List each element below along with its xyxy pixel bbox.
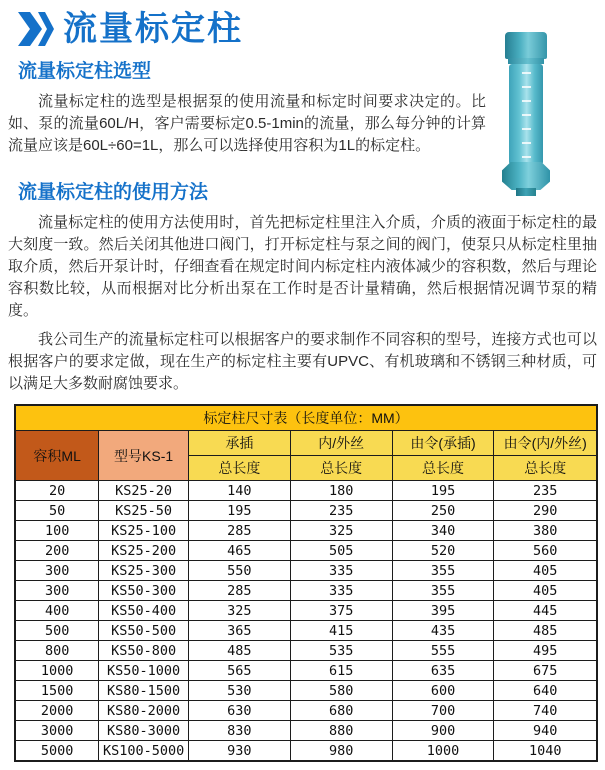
col-header-volume: 容积ML: [15, 431, 99, 481]
column-cap: [505, 32, 547, 59]
table-cell: 180: [290, 481, 392, 501]
table-row: [15, 521, 597, 541]
table-row: [15, 561, 597, 581]
table-cell: 325: [290, 521, 392, 541]
table-cell: 380: [494, 521, 597, 541]
table-cell: 555: [392, 641, 494, 661]
table-cell: 400: [15, 601, 99, 621]
table-cell: 1000: [15, 661, 99, 681]
table-cell: KS80-3000: [99, 721, 189, 741]
table-cell: 1000: [392, 741, 494, 762]
table-cell: 300: [15, 581, 99, 601]
table-cell: 630: [188, 701, 290, 721]
table-cell: KS50-300: [99, 581, 189, 601]
table-cell: KS25-200: [99, 541, 189, 561]
table-row: [15, 541, 597, 561]
table-cell: 100: [15, 521, 99, 541]
table-cell: 415: [290, 621, 392, 641]
paragraph-selection: 流量标定柱的选型是根据泵的使用流量和标定时间要求决定的。比如、泵的流量60L/H，客户需要标定0.5-1min的流量，那么每分钟的计算流量应该是60L÷60=1L，那么可以选择使用容积为1L的标定柱。: [8, 93, 486, 154]
table-cell: KS50-1000: [99, 661, 189, 681]
table-cell: 300: [15, 561, 99, 581]
table-cell: KS25-50: [99, 501, 189, 521]
table-cell: 355: [392, 561, 494, 581]
page-title: 流量标定柱: [63, 10, 243, 48]
spec-table-container: [14, 404, 598, 762]
double-chevron-icon: [16, 12, 54, 46]
table-cell: 485: [494, 621, 597, 641]
table-cell: 550: [188, 561, 290, 581]
table-cell: 600: [392, 681, 494, 701]
table-cell: KS50-500: [99, 621, 189, 641]
product-photo-calibration-column: [499, 32, 553, 196]
table-cell: 830: [188, 721, 290, 741]
table-cell: KS80-2000: [99, 701, 189, 721]
table-cell: 505: [290, 541, 392, 561]
table-cell: 285: [188, 581, 290, 601]
table-cell: 340: [392, 521, 494, 541]
table-cell: 500: [15, 621, 99, 641]
table-cell: 1040: [494, 741, 597, 762]
table-cell: 800: [15, 641, 99, 661]
table-row: [15, 501, 597, 521]
col-header-thread: 内/外丝: [290, 431, 392, 456]
table-cell: 680: [290, 701, 392, 721]
table-cell: 535: [290, 641, 392, 661]
table-row: [15, 581, 597, 601]
table-row: [15, 481, 597, 501]
table-cell: 640: [494, 681, 597, 701]
table-cell: 235: [290, 501, 392, 521]
table-cell: 940: [494, 721, 597, 741]
table-cell: 1500: [15, 681, 99, 701]
table-cell: 930: [188, 741, 290, 762]
spec-table: [14, 404, 598, 762]
table-cell: 580: [290, 681, 392, 701]
table-cell: KS25-100: [99, 521, 189, 541]
table-row: [15, 741, 597, 762]
table-cell: 50: [15, 501, 99, 521]
column-scale-ticks: [522, 72, 531, 158]
table-cell: 335: [290, 581, 392, 601]
table-row: [15, 661, 597, 681]
table-cell: 900: [392, 721, 494, 741]
table-cell: 5000: [15, 741, 99, 762]
table-row: [15, 641, 597, 661]
table-cell: 365: [188, 621, 290, 641]
subheader-total-length: 总长度: [290, 456, 392, 481]
table-cell: 520: [392, 541, 494, 561]
table-row: [15, 621, 597, 641]
table-row: [15, 681, 597, 701]
table-cell: 335: [290, 561, 392, 581]
table-cell: 405: [494, 561, 597, 581]
table-cell: 355: [392, 581, 494, 601]
table-row: [15, 701, 597, 721]
table-cell: 200: [15, 541, 99, 561]
table-cell: 325: [188, 601, 290, 621]
table-cell: 395: [392, 601, 494, 621]
table-cell: 740: [494, 701, 597, 721]
table-row: [15, 601, 597, 621]
paragraph-usage-2: 我公司生产的流量标定柱可以根据客户的要求制作不同容积的型号，连接方式也可以根据客户的要求定做，现在生产的标定柱主要有UPVC、有机玻璃和不锈钢三种材质，可以满足大多数耐腐蚀要求。: [8, 331, 597, 392]
spec-table-body: [15, 481, 597, 762]
table-cell: 435: [392, 621, 494, 641]
col-header-union-thread: 由令(内/外丝): [494, 431, 597, 456]
table-cell: 3000: [15, 721, 99, 741]
col-header-model: 型号KS-1: [99, 431, 189, 481]
page-root: [0, 8, 605, 770]
section-heading-selection: 流量标定柱选型: [18, 61, 152, 82]
table-title-row: [15, 405, 597, 431]
table-cell: 195: [392, 481, 494, 501]
table-cell: 615: [290, 661, 392, 681]
table-cell: KS25-20: [99, 481, 189, 501]
table-cell: 675: [494, 661, 597, 681]
table-cell: 565: [188, 661, 290, 681]
col-header-union-socket: 由令(承插): [392, 431, 494, 456]
paragraph-usage-1: 流量标定柱的使用方法使用时，首先把标定柱里注入介质，介质的液面于标定柱的最大刻度一致。然后关闭其他进口阀门，打开标定柱与泵之间的阀门，使泵只从标定柱里抽取介质，然后开泵计时，仔细查看在规定时间内标定柱内液体减少的容积数，然后与理论容积数比较，从而根据对比分析出泵在工作时是否计量精确，然后根据情况调节泵的精度。: [8, 214, 597, 319]
column-bottom-stub: [516, 188, 536, 196]
column-coupling-nut: [502, 162, 550, 190]
table-cell: 980: [290, 741, 392, 762]
table-cell: 700: [392, 701, 494, 721]
table-cell: 2000: [15, 701, 99, 721]
table-cell: 250: [392, 501, 494, 521]
section-heading-usage: 流量标定柱的使用方法: [18, 182, 209, 203]
table-cell: KS80-1500: [99, 681, 189, 701]
table-cell: 445: [494, 601, 597, 621]
table-cell: KS100-5000: [99, 741, 189, 762]
col-header-socket: 承插: [188, 431, 290, 456]
subheader-total-length: 总长度: [392, 456, 494, 481]
table-cell: KS25-300: [99, 561, 189, 581]
table-cell: 880: [290, 721, 392, 741]
table-cell: 285: [188, 521, 290, 541]
table-cell: 195: [188, 501, 290, 521]
column-tube: [509, 64, 543, 165]
subheader-total-length: 总长度: [188, 456, 290, 481]
table-cell: 465: [188, 541, 290, 561]
table-cell: 560: [494, 541, 597, 561]
table-header-row-1: [15, 431, 597, 456]
table-cell: KS50-800: [99, 641, 189, 661]
table-cell: 495: [494, 641, 597, 661]
table-cell: 635: [392, 661, 494, 681]
table-cell: KS50-400: [99, 601, 189, 621]
table-cell: 375: [290, 601, 392, 621]
table-cell: 485: [188, 641, 290, 661]
table-title: 标定柱尺寸表（长度单位：MM）: [15, 405, 597, 431]
table-cell: 140: [188, 481, 290, 501]
table-cell: 235: [494, 481, 597, 501]
table-cell: 405: [494, 581, 597, 601]
table-cell: 20: [15, 481, 99, 501]
subheader-total-length: 总长度: [494, 456, 597, 481]
table-cell: 290: [494, 501, 597, 521]
table-cell: 530: [188, 681, 290, 701]
table-row: [15, 721, 597, 741]
